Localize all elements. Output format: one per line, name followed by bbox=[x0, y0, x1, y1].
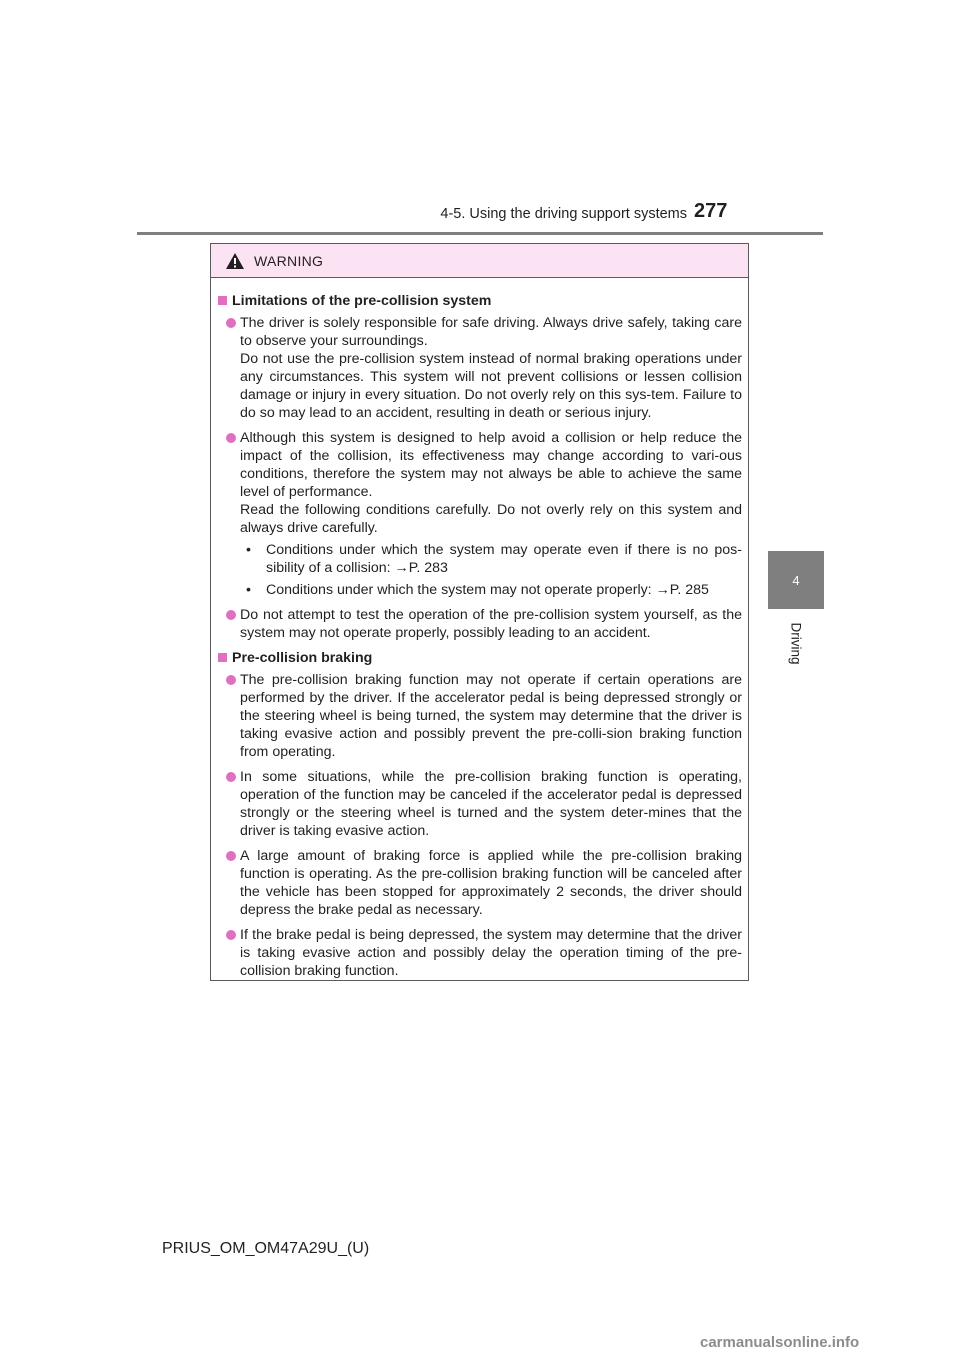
warning-box bbox=[210, 243, 749, 981]
watermark: carmanualsonline.info bbox=[700, 1334, 860, 1351]
warning-item bbox=[218, 926, 742, 980]
circle-bullet-icon bbox=[226, 610, 236, 620]
warning-title: WARNING bbox=[254, 252, 324, 269]
document-code: PRIUS_OM_OM47A29U_(U) bbox=[162, 1240, 370, 1257]
warning-paragraph: Do not use the pre-collision system instead of normal braking operations under any circumstances. This system will not prevent collisions or lessen collision damage or injury in every situation. Do not overly rely on this sys-tem. Failure to do so may lead to an accident, resulting in death or serious injury. bbox=[240, 351, 742, 421]
square-bullet-icon bbox=[218, 653, 227, 662]
sub-list-item bbox=[246, 581, 742, 599]
circle-bullet-icon bbox=[226, 433, 236, 443]
warning-item bbox=[218, 847, 742, 919]
chapter-number: 4 bbox=[792, 572, 800, 588]
warning-item bbox=[218, 768, 742, 840]
section-heading bbox=[218, 292, 742, 310]
section-heading-text: Pre-collision braking bbox=[232, 650, 373, 666]
warning-item bbox=[218, 671, 742, 761]
sub-list-text: Conditions under which the system may not operate properly: →P. 285 bbox=[266, 582, 709, 598]
warning-paragraph: If the brake pedal is being depressed, the system may determine that the driver is taking evasive action and possibly delay the operation timing of the pre-collision braking function. bbox=[240, 927, 742, 979]
warning-header bbox=[211, 244, 748, 278]
chapter-label-text: Driving bbox=[788, 621, 804, 665]
warning-triangle-icon bbox=[225, 252, 245, 270]
circle-bullet-icon bbox=[226, 851, 236, 861]
bullet-icon: • bbox=[246, 582, 251, 598]
circle-bullet-icon bbox=[226, 930, 236, 940]
warning-item bbox=[218, 429, 742, 599]
warning-body bbox=[211, 278, 748, 980]
sub-list-item bbox=[246, 541, 742, 577]
warning-paragraph: Read the following conditions carefully. Do not overly rely on this system and always drive carefully. bbox=[240, 502, 742, 536]
section-heading-text: Limitations of the pre-collision system bbox=[232, 293, 492, 309]
sub-list-text: Conditions under which the system may operate even if there is no pos-sibility of a collision: →P. 283 bbox=[266, 542, 742, 576]
bullet-icon: • bbox=[246, 542, 251, 558]
warning-paragraph: A large amount of braking force is applied while the pre-collision braking function is operating. As the pre-collision braking function will be canceled after the vehicle has been stopped for approximately 2 seconds, the driver should depress the brake pedal as necessary. bbox=[240, 848, 742, 918]
circle-bullet-icon bbox=[226, 318, 236, 328]
square-bullet-icon bbox=[218, 296, 227, 305]
warning-paragraph: In some situations, while the pre-collision braking function is operating, operation of the function may be canceled if the accelerator pedal is depressed strongly or the steering wheel is turned and the system deter-mines that the driver is taking evasive action. bbox=[240, 769, 742, 839]
warning-paragraph: Do not attempt to test the operation of the pre-collision system yourself, as the system may not operate properly, possibly leading to an accident. bbox=[240, 607, 742, 641]
circle-bullet-icon bbox=[226, 772, 236, 782]
warning-item bbox=[218, 314, 742, 422]
warning-item bbox=[218, 606, 742, 642]
section-title: 4-5. Using the driving support systems bbox=[440, 206, 687, 222]
chapter-tab bbox=[768, 551, 824, 609]
chapter-label bbox=[786, 612, 806, 674]
warning-paragraph: The driver is solely responsible for safe driving. Always drive safely, taking care to observe your surroundings. bbox=[240, 315, 742, 349]
section-heading bbox=[218, 649, 742, 667]
header-divider bbox=[137, 232, 823, 235]
warning-paragraph: The pre-collision braking function may not operate if certain operations are performed by the driver. If the accelerator pedal is being depressed strongly or the steering wheel is being turned, the system may determine that the driver is taking evasive action and possibly prevent the pre-colli-sion braking function from operating. bbox=[240, 672, 742, 760]
warning-paragraph: Although this system is designed to help avoid a collision or help reduce the impact of the collision, its effectiveness may change according to vari-ous conditions, therefore the system may not always be able to achieve the same level of performance. bbox=[240, 430, 742, 500]
page-number: 277 bbox=[694, 200, 728, 222]
circle-bullet-icon bbox=[226, 675, 236, 685]
